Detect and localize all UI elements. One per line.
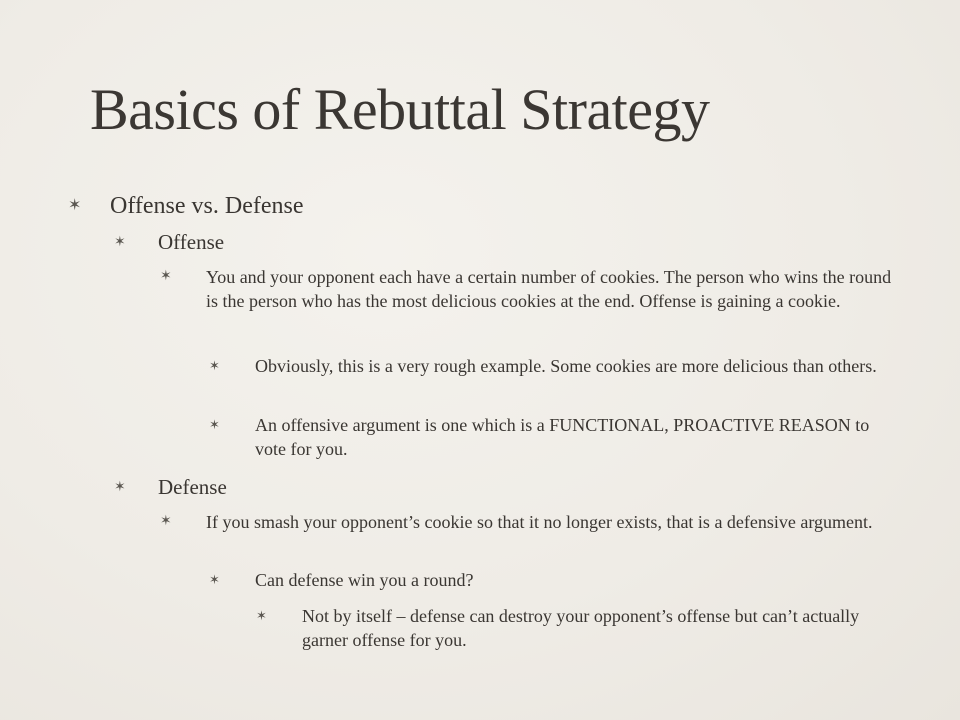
bullet-text: Can defense win you a round? xyxy=(255,570,474,590)
bullet-offense-vs-defense xyxy=(68,191,304,221)
star-bullet-icon: ✶ xyxy=(256,608,267,623)
bullet-offense-argument xyxy=(209,413,895,461)
bullet-text: Defense xyxy=(158,475,227,499)
star-bullet-icon: ✶ xyxy=(114,480,126,495)
bullet-defense-question xyxy=(209,568,895,592)
star-bullet-icon: ✶ xyxy=(160,514,172,529)
bullet-offense-cookies xyxy=(160,265,906,313)
star-bullet-icon: ✶ xyxy=(68,197,82,214)
bullet-text: Offense vs. Defense xyxy=(110,193,304,219)
bullet-text: You and your opponent each have a certain number of cookies. The person who wins the round is the person who has the most delicious cookies at the end. Offense is gaining a cookie. xyxy=(206,267,892,311)
bullet-defense-answer xyxy=(256,604,902,652)
bullet-text: Obviously, this is a very rough example. Some cookies are more delicious than others. xyxy=(255,356,877,376)
star-bullet-icon: ✶ xyxy=(209,358,220,373)
bullet-defense xyxy=(114,474,227,501)
bullet-offense-rough-example xyxy=(209,354,895,378)
bullet-text: Offense xyxy=(158,230,225,254)
slide-title: Basics of Rebuttal Strategy xyxy=(90,77,710,142)
star-bullet-icon: ✶ xyxy=(209,572,220,587)
star-bullet-icon: ✶ xyxy=(114,235,126,250)
bullet-text: If you smash your opponent’s cookie so that it no longer exists, that is a defensive argument. xyxy=(206,512,873,532)
bullet-text: An offensive argument is one which is a FUNCTIONAL, PROACTIVE REASON to vote for you. xyxy=(255,415,870,459)
bullet-defense-smash xyxy=(160,510,906,534)
star-bullet-icon: ✶ xyxy=(209,417,220,432)
star-bullet-icon: ✶ xyxy=(160,269,172,284)
bullet-offense xyxy=(114,229,224,256)
bullet-text: Not by itself – defense can destroy your opponent’s offense but can’t actually garner offense for you. xyxy=(302,606,860,650)
